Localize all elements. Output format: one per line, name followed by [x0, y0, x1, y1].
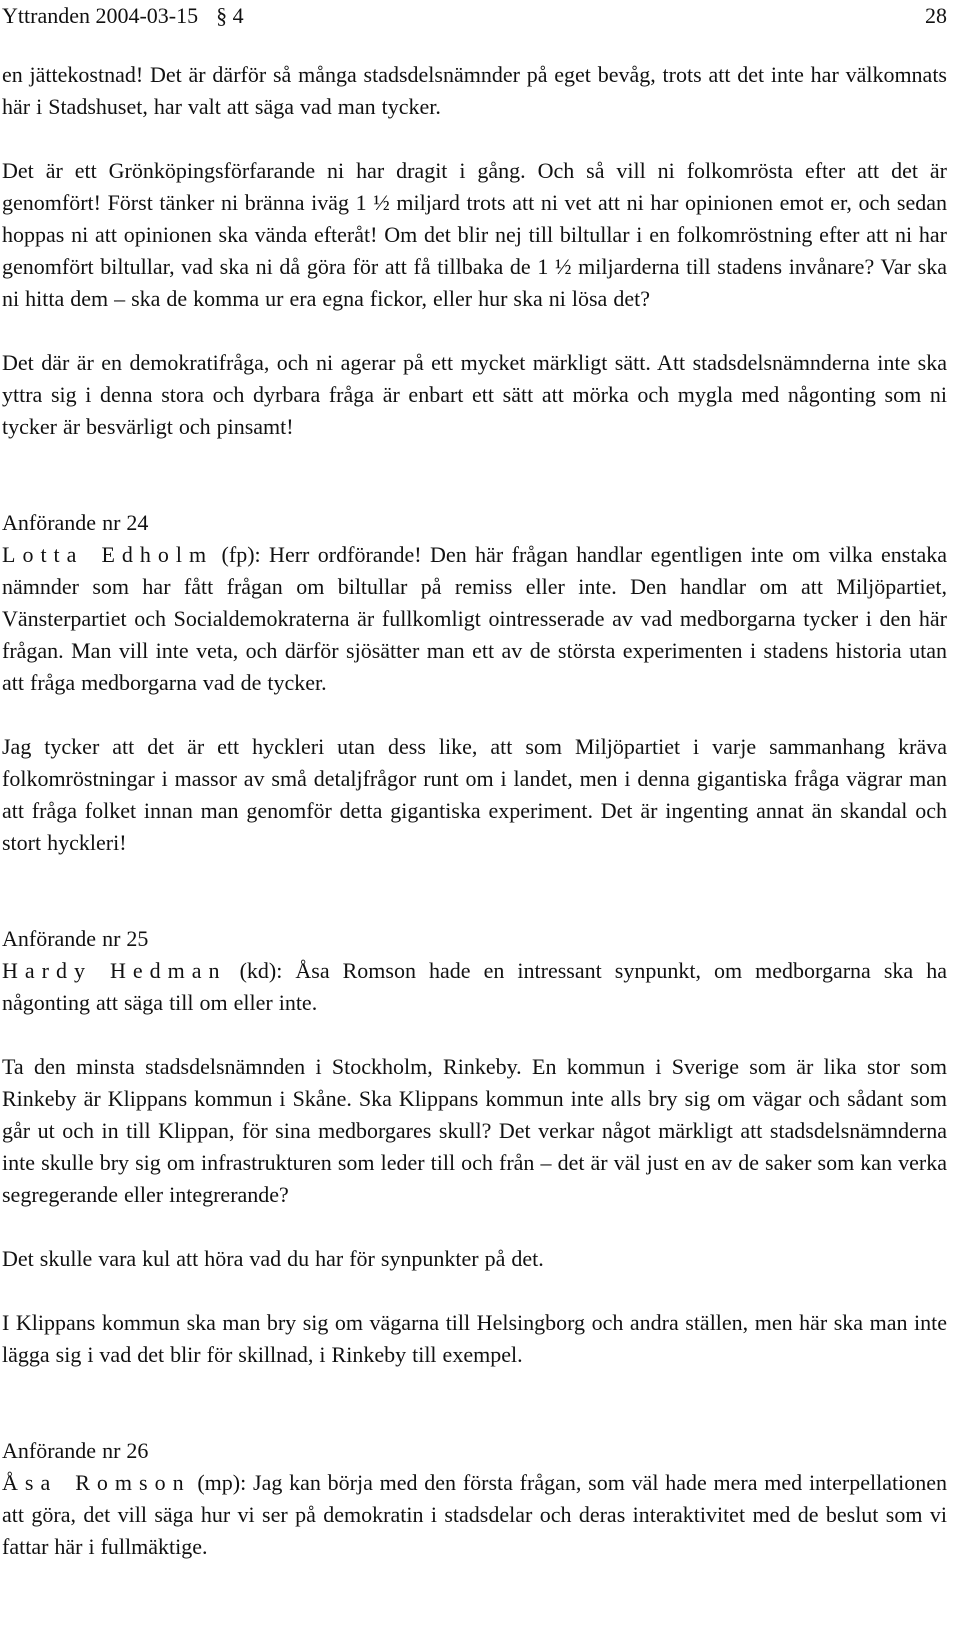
paragraph: Det där är en demokratifråga, och ni agerar på ett mycket märkligt sätt. Att stadsdelsnämnderna inte ska yttra sig i denna stora och dyrbara fråga är enbart ett sätt att mörka och mygla med någonting som ni tycker är besvärligt och pinsamt!: [2, 350, 947, 439]
speech-text: (mp): Jag kan börja med den första frågan, som väl hade mera med interpellationen att göra, det vill säga hur vi ser på demokratin i stadsdelar och deras interaktivitet med de beslut som vi fattar här i fullmäktige.: [2, 1470, 947, 1559]
paragraph: Det skulle vara kul att höra vad du har för synpunkter på det.: [2, 1246, 544, 1271]
speaker-first-name: Lotta: [2, 542, 84, 567]
speech-paragraph: [2, 955, 947, 1019]
speech-paragraph: [2, 1467, 947, 1563]
speech-paragraph: [2, 539, 947, 699]
speech-heading-26: Anförande nr 26: [2, 1438, 149, 1463]
speech-text: (kd): Åsa Romson hade en intressant synpunkt, om medborgarna ska ha någonting att säga till om eller inte.: [2, 958, 947, 1015]
paragraph: Jag tycker att det är ett hyckleri utan dess like, att som Miljöpartiet i varje sammanhang kräva folkomröstningar i massor av små detaljfrågor runt om i landet, men i denna gigantiska fråga vägrar man att fråga folket innan man genomför detta gigantiska experiment. Det är ingenting annat än skandal och stort hyckleri!: [2, 734, 947, 855]
speaker-last-name: Romson: [75, 1470, 191, 1495]
paragraph: Det är ett Grönköpingsförfarande ni har dragit i gång. Och så vill ni folkomrösta efter att det är genomfört! Först tänker ni bränna iväg 1 ½ miljard trots att ni vet att ni har opinionen emot er, och sedan hoppas ni att opinionen ska vända efteråt! Om det blir nej till biltullar i en folkomröstning efter att ni har genomfört biltullar, vad ska ni då göra för att få tillbaka de 1 ½ miljarderna till stadens invånare? Var ska ni hitta dem – ska de komma ur era egna fickor, eller hur ska ni lösa det?: [2, 158, 947, 311]
speech-text: (fp): Herr ordförande! Den här frågan handlar egentligen inte om vilka enstaka nämnder som har fått frågan om biltullar på remiss eller inte. Den handlar om att Miljöpartiet, Vänsterpartiet och Socialdemokraterna är fullkomligt ointresserade av vad medborgarna tycker i den här frågan. Man vill inte veta, och därför sjösätter man ett av de största experimenten i stadens historia utan att fråga medborgarna vad de tycker.: [2, 542, 948, 695]
header-title: Yttranden 2004-03-15: [2, 3, 199, 28]
page-header: [2, 0, 947, 32]
paragraph: I Klippans kommun ska man bry sig om vägarna till Helsingborg och andra ställen, men här ska man inte lägga sig i vad det blir för skillnad, i Rinkeby till exempel.: [2, 1310, 947, 1367]
speaker-last-name: Edholm: [101, 542, 214, 567]
document-body: [2, 59, 947, 1563]
speaker-first-name: Hardy: [2, 958, 92, 983]
page-number: 28: [925, 3, 947, 28]
header-section-mark: § 4: [216, 3, 244, 28]
paragraph: Ta den minsta stadsdelsnämnden i Stockholm, Rinkeby. En kommun i Sverige som är lika stor som Rinkeby är Klippans kommun i Skåne. Ska Klippans kommun inte alls bry sig om vägar och sådant som går ut och in till Klippan, för sina medborgares skull? Det verkar något märkligt att stadsdelsnämnderna inte skulle bry sig om infrastrukturen som leder till och från – det är väl just en av de saker som kan verka segregerande eller integrerande?: [2, 1054, 947, 1207]
speech-heading-25: Anförande nr 25: [2, 926, 149, 951]
speech-heading-24: Anförande nr 24: [2, 510, 149, 535]
speaker-first-name: Åsa: [2, 1470, 58, 1495]
speaker-last-name: Hedman: [109, 958, 227, 983]
header-left: [2, 0, 244, 32]
paragraph: en jättekostnad! Det är därför så många stadsdelsnämnder på eget bevåg, trots att det inte har välkomnats här i Stadshuset, har valt att säga vad man tycker.: [2, 62, 947, 119]
